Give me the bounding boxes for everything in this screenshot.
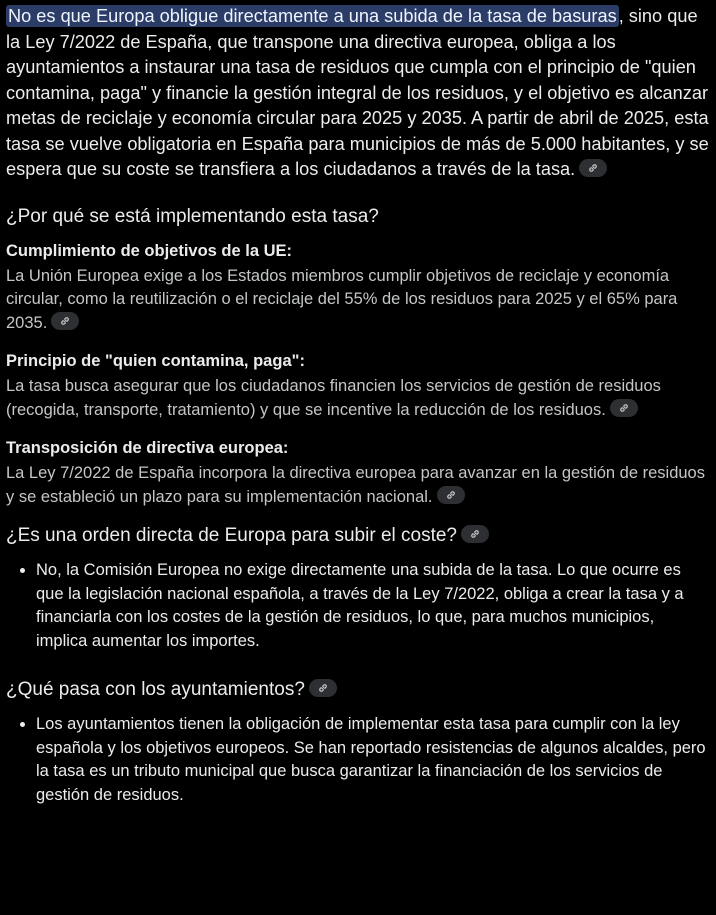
bullet-list-councils	[6, 713, 710, 807]
link-icon	[618, 402, 630, 414]
section-heading-councils	[6, 677, 710, 703]
subheading-polluter-pays: Principio de "quien contamina, paga":	[6, 352, 305, 370]
list-item: • Los ayuntamientos tienen la obligación de implementar esta tasa para cumplir con la ley española y los objetivos europeos. Se han reportado resistencias de algunos alcaldes, pero la tasa es un tributo municipal que busca garantizar la financiación de los servicios de gestión de residuos.	[36, 713, 710, 807]
intro-text: , sino que la Ley 7/2022 de España, que transpone una directiva europea, obliga a los ayuntamientos a instaurar una tasa de residuos que cumpla con el principio de "quien contamina, paga" y financie la gestión integral de los residuos, y el objetivo es alcanzar metas de reciclaje y economía circular para 2025 y 2035. A partir de abril de 2025, esta tasa se vuelve obligatoria en España para municipios de más de 5.000 habitantes, y se espera que su coste se transfiera a los ciudadanos a través de la tasa.	[6, 6, 709, 179]
link-icon	[445, 489, 457, 501]
source-link-chip[interactable]	[51, 312, 79, 330]
section-heading-direct-order	[6, 523, 710, 549]
response-content	[0, 4, 716, 915]
paragraph-text: La tasa busca asegurar que los ciudadanos financien los servicios de gestión de residuos (recogida, transporte, tratamiento) y que se incentive la reducción de los residuos.	[6, 377, 661, 419]
list-item: • No, la Comisión Europea no exige directamente una subida de la tasa. Lo que ocurre es que la legislación nacional española, a través de la Ley 7/2022, obliga a crear la tasa y a financiarla con los costes de la gestión de residuos, lo que, para muchos municipios, implica aumentar los importes.	[36, 559, 710, 653]
source-link-chip[interactable]	[309, 679, 337, 697]
link-icon	[59, 315, 71, 327]
paragraph-text: La Ley 7/2022 de España incorpora la directiva europea para avanzar en la gestión de residuos y se estableció un plazo para su implementación nacional.	[6, 464, 705, 506]
heading-text: ¿Qué pasa con los ayuntamientos?	[6, 679, 305, 700]
link-icon	[587, 162, 599, 174]
heading-text: ¿Es una orden directa de Europa para subir el coste?	[6, 525, 457, 546]
section-heading-why: ¿Por qué se está implementando esta tasa?	[6, 205, 379, 227]
intro-paragraph	[6, 4, 710, 183]
source-link-chip[interactable]	[579, 159, 607, 177]
paragraph-text: La Unión Europea exige a los Estados miembros cumplir objetivos de reciclaje y economía circular, como la reutilización o el reciclaje del 55% de los residuos para 2025 y el 65% para 2035.	[6, 266, 678, 332]
bullet-list-direct-order	[6, 559, 710, 653]
subheading-transposition: Transposición de directiva europea:	[6, 439, 289, 457]
paragraph-eu-goals	[6, 265, 710, 336]
paragraph-transposition	[6, 462, 710, 509]
link-icon	[317, 682, 329, 694]
subheading-eu-goals: Cumplimiento de objetivos de la UE:	[6, 241, 293, 260]
highlighted-text: No es que Europa obligue directamente a una subida de la tasa de basuras	[8, 6, 617, 26]
source-link-chip[interactable]	[610, 399, 638, 417]
source-link-chip[interactable]	[461, 525, 489, 543]
source-link-chip[interactable]	[437, 486, 465, 504]
link-icon	[469, 528, 481, 540]
paragraph-polluter-pays	[6, 375, 710, 422]
